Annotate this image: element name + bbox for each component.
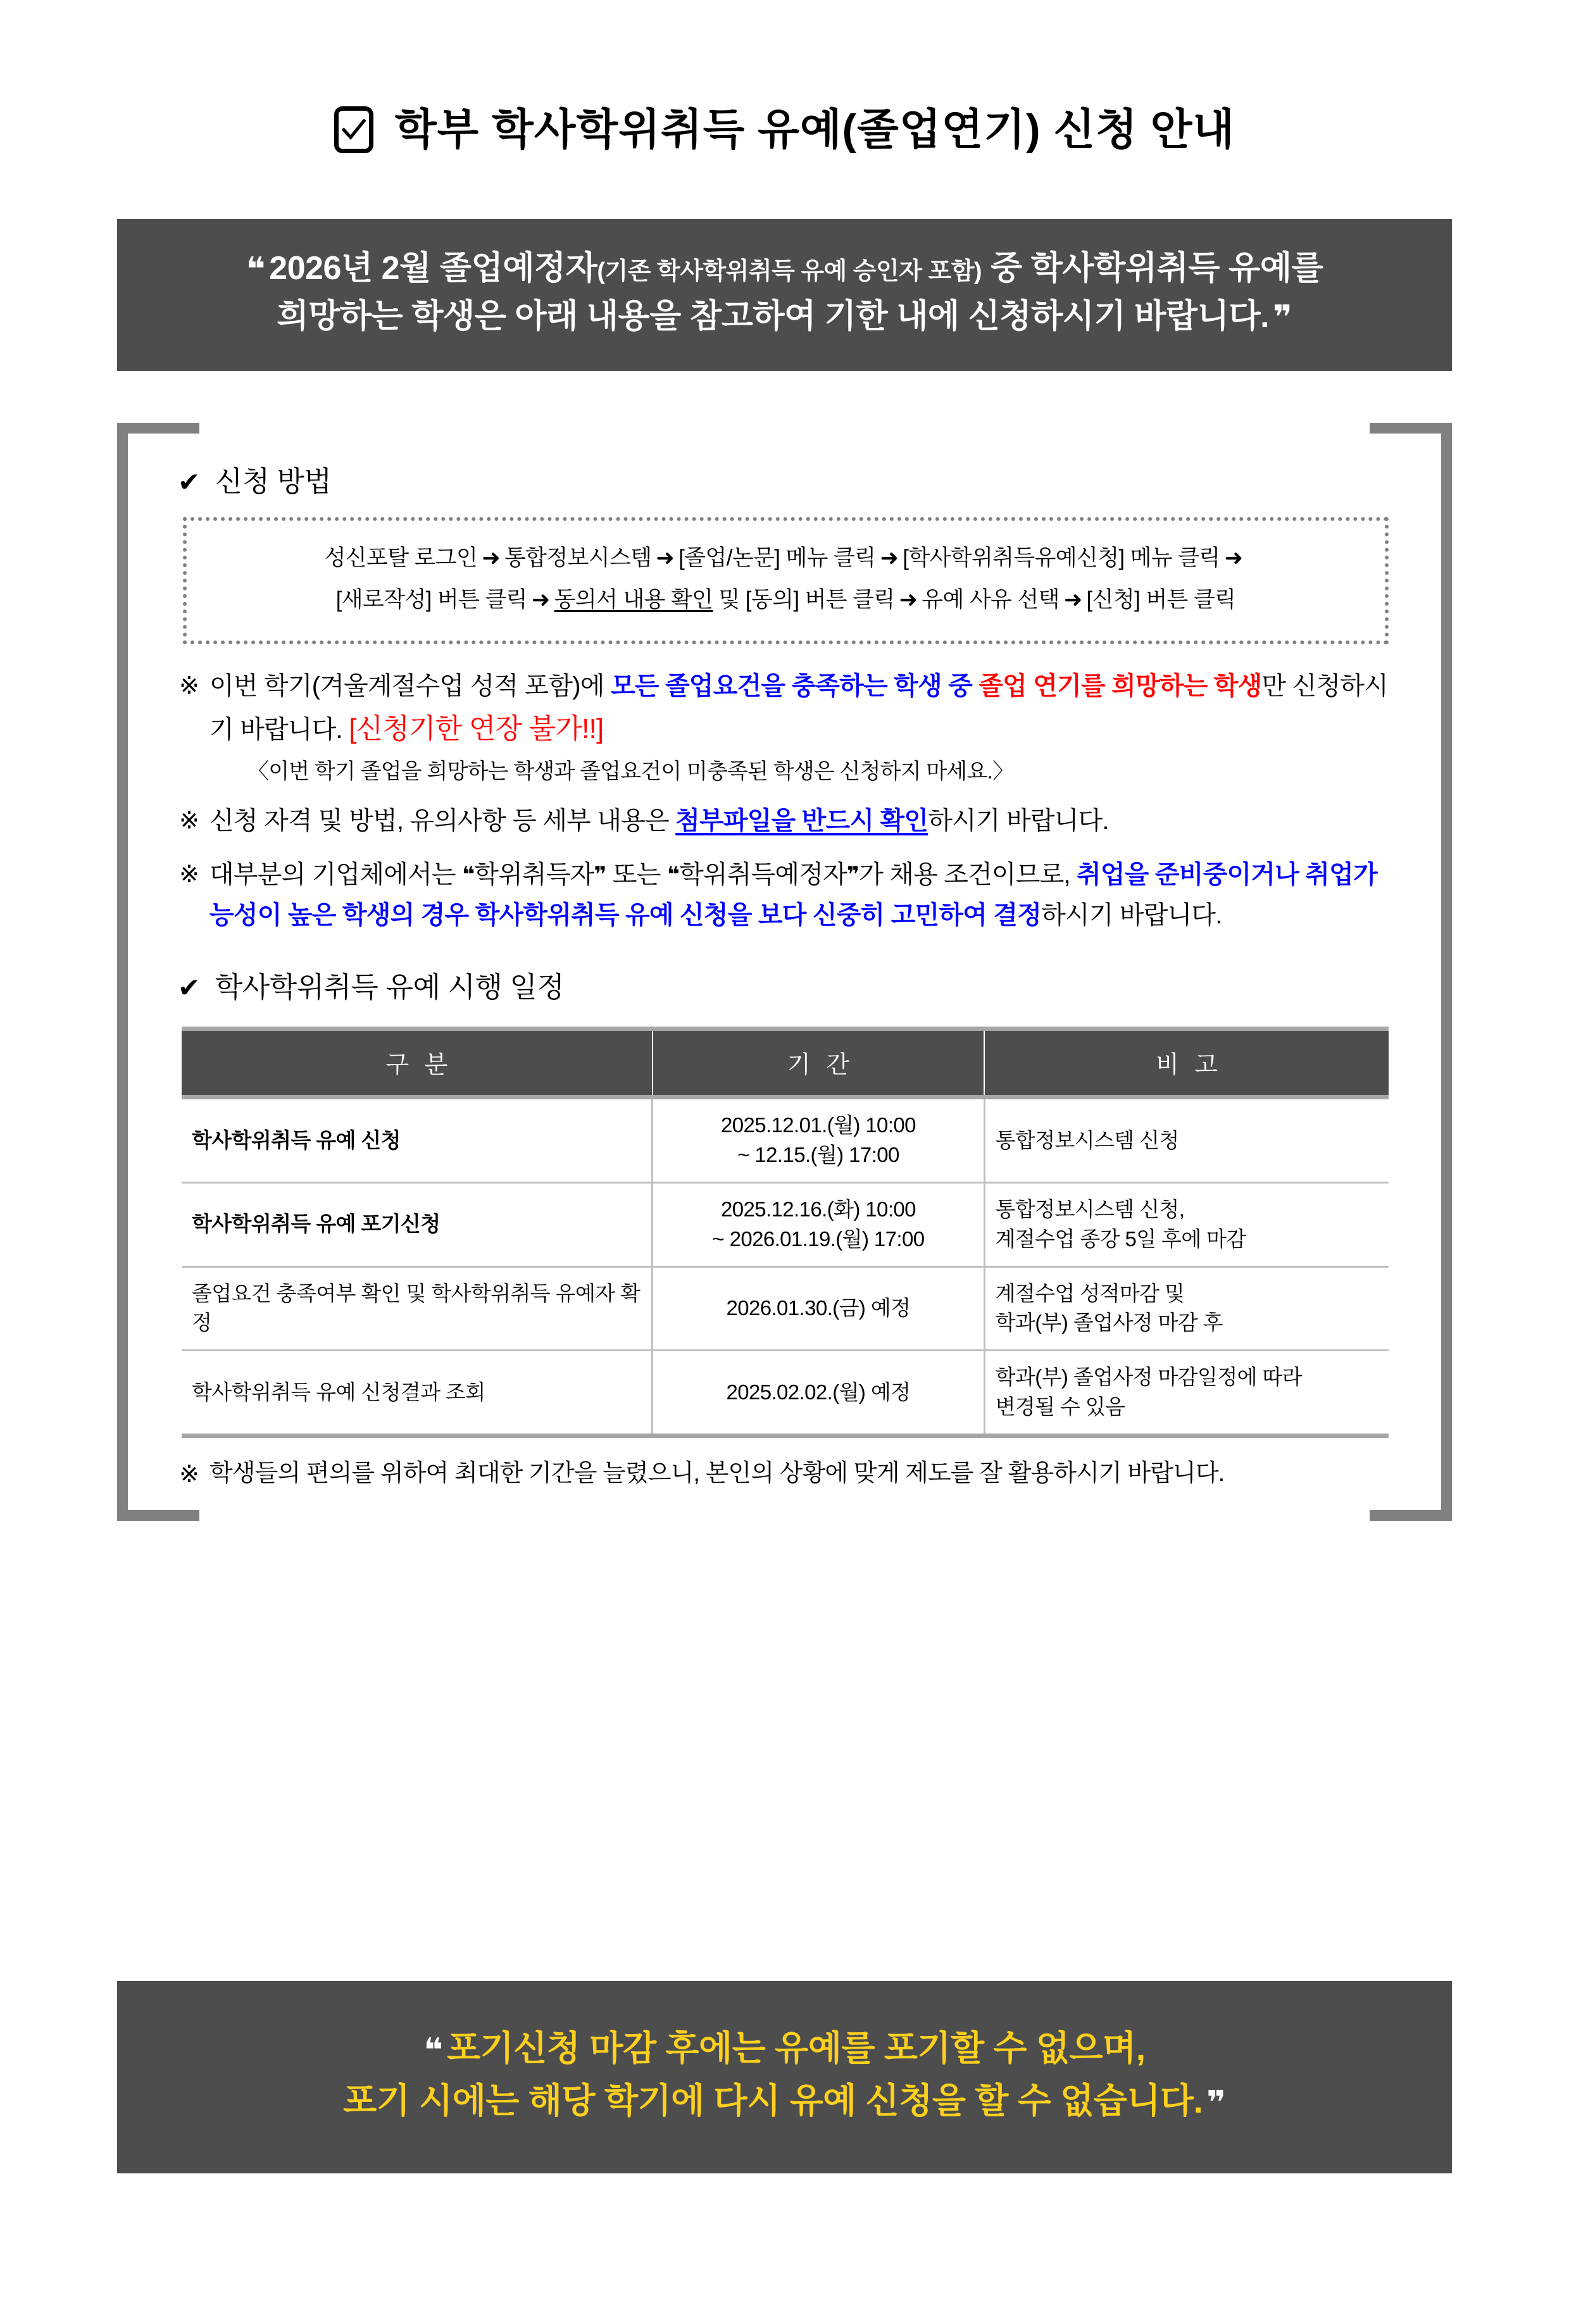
application-procedure-box — [183, 517, 1389, 644]
column-header-period: 기 간 — [653, 1029, 984, 1097]
quote-open-icon: ❝ — [246, 251, 266, 288]
row-3-remarks-line-1: 계절수업 성적마감 및 — [995, 1281, 1185, 1305]
procedure-line-1 — [199, 537, 1372, 580]
row-3-remarks — [984, 1266, 1389, 1351]
bottom-warning-banner — [117, 1981, 1452, 2173]
top-banner-line-1-a: 2026년 2월 졸업예정자 — [269, 250, 597, 287]
bottom-banner-line-1-text: 포기신청 마감 후에는 유예를 포기할 수 없으며, — [447, 2028, 1146, 2068]
checkbox-checked-icon — [334, 106, 373, 153]
quote-open-icon: ❝ — [462, 862, 475, 887]
procedure-step-4: [학사학위취득유예신청] 메뉴 클릭 — [903, 545, 1220, 570]
top-banner-line-1-paren: (기존 학사학위취득 유예 승인자 포함) — [597, 258, 982, 285]
procedure-step-3: [졸업/논문] 메뉴 클릭 — [678, 545, 876, 570]
procedure-step-2: 통합정보시스템 — [504, 545, 652, 570]
schedule-table — [182, 1027, 1389, 1438]
top-banner-line-1 — [155, 246, 1414, 294]
note-3-plain-3: 하시기 바랍니다. — [1041, 901, 1222, 930]
row-1-category: 학사학위취득 유예 신청 — [182, 1097, 653, 1183]
row-2-remarks — [984, 1182, 1389, 1266]
schedule-footer-note-text: 학생들의 편의를 위하여 최대한 기간을 늘렸으니, 본인의 상황에 맞게 제도를 잘 활용하시기 바랍니다. — [209, 1459, 1225, 1487]
row-2-period-line-2: ~ 2026.01.19.(월) 17:00 — [712, 1227, 925, 1251]
check-mark-icon: ✔ — [178, 973, 200, 1003]
note-3-blue-text: 취업을 준비중이거나 취업가능성이 높은 학생의 경우 학사학위취득 유예 신청을 보다 신중히 고민하여 결정 — [209, 860, 1377, 930]
top-banner-line-1-b: 중 학사학위취득 유예를 — [982, 250, 1323, 287]
note-item-3-body — [209, 854, 1391, 937]
check-mark-icon: ✔ — [178, 466, 200, 497]
note-item-2-body — [209, 801, 1391, 842]
reference-mark-icon: ※ — [179, 807, 199, 834]
row-1-period-line-1: 2025.12.01.(월) 10:00 — [720, 1113, 916, 1137]
section-heading-schedule-text: 학사학위취득 유예 시행 일정 — [215, 971, 565, 1004]
note-item-3 — [179, 854, 1391, 937]
quote-open-icon: ❝ — [423, 2032, 444, 2069]
table-row — [182, 1182, 1389, 1266]
table-row — [182, 1266, 1389, 1351]
column-header-category: 구 분 — [182, 1029, 653, 1097]
quote-open-icon: ❝ — [666, 862, 680, 887]
procedure-step-8: [신청] 버튼 클릭 — [1086, 587, 1236, 613]
note-2-attachment-emphasis: 첨부파일을 반드시 확인 — [675, 806, 928, 835]
row-3-remarks-line-2: 학과(부) 졸업사정 마감 후 — [995, 1311, 1223, 1335]
main-content-frame — [117, 423, 1452, 1521]
top-announcement-banner — [117, 219, 1452, 371]
note-3-plain-1: 대부분의 기업체에서는 — [209, 860, 463, 889]
procedure-step-6-rest: 및 [동의] 버튼 클릭 — [713, 587, 895, 613]
schedule-table-head — [182, 1029, 1389, 1097]
row-4-category: 학사학위취득 유예 신청결과 조회 — [182, 1351, 653, 1436]
bottom-banner-line-1 — [142, 2023, 1427, 2075]
frame-rail-right — [1441, 423, 1452, 1521]
frame-rail-left — [117, 423, 128, 1521]
arrow-icon: ➜ — [482, 545, 500, 570]
note-item-1-body — [209, 666, 1391, 788]
notes-list — [179, 666, 1391, 936]
row-4-period-line-1: 2025.02.02.(월) 예정 — [726, 1380, 911, 1404]
schedule-table-wrapper — [182, 1027, 1389, 1438]
arrow-icon: ➜ — [1063, 587, 1082, 613]
arrow-icon: ➜ — [1224, 545, 1243, 570]
procedure-step-5: [새로작성] 버튼 클릭 — [335, 587, 527, 613]
page-title — [0, 106, 1569, 153]
row-4-remarks-line-2: 변경될 수 있음 — [995, 1395, 1125, 1419]
note-item-2 — [179, 801, 1391, 842]
procedure-step-6-underlined: 동의서 내용 확인 — [554, 587, 713, 613]
top-banner-line-2 — [155, 294, 1414, 342]
note-3-mid: 또는 — [606, 860, 667, 889]
row-2-remarks-line-2: 계절수업 종강 5일 후에 마감 — [995, 1227, 1246, 1251]
quote-close-icon: ❞ — [1206, 2084, 1226, 2121]
schedule-footer-note — [179, 1454, 1389, 1496]
row-1-period — [653, 1097, 984, 1183]
quote-close-icon: ❞ — [594, 862, 606, 887]
row-1-remarks-line-1: 통합정보시스템 신청 — [995, 1128, 1179, 1152]
arrow-icon: ➜ — [880, 545, 899, 570]
note-1-subnote: 〈이번 학기 졸업을 희망하는 학생과 졸업요건이 미충족된 학생은 신청하지 마세요.〉 — [247, 759, 1014, 784]
schedule-table-body — [182, 1097, 1389, 1436]
row-2-remarks-line-1: 통합정보시스템 신청, — [995, 1197, 1185, 1221]
quote-close-icon: ❞ — [846, 862, 860, 887]
column-header-remarks: 비 고 — [984, 1029, 1389, 1097]
row-2-period-line-1: 2025.12.16.(화) 10:00 — [720, 1197, 916, 1221]
page-title-text: 학부 학사학위취득 유예(졸업연기) 신청 안내 — [394, 106, 1235, 154]
note-2-plain-2: 하시기 바랍니다. — [928, 806, 1109, 835]
note-3-term-2: 학위취득예정자 — [679, 860, 847, 889]
bottom-banner-line-2 — [142, 2075, 1427, 2128]
procedure-step-1: 성신포탈 로그인 — [324, 545, 478, 570]
top-banner-line-2-text: 희망하는 학생은 아래 내용을 참고하여 기한 내에 신청하시기 바랍니다. — [277, 297, 1270, 335]
table-row — [182, 1097, 1389, 1183]
section-heading-application-method-text: 신청 방법 — [215, 465, 332, 497]
arrow-icon: ➜ — [656, 545, 675, 570]
arrow-icon: ➜ — [899, 587, 918, 613]
row-2-category: 학사학위취득 유예 포기신청 — [182, 1182, 653, 1266]
row-3-period — [653, 1266, 984, 1351]
note-3-plain-2: 가 채용 조건이므로, — [859, 860, 1077, 889]
row-4-remarks — [984, 1351, 1389, 1436]
row-2-period — [653, 1182, 984, 1266]
row-1-remarks — [984, 1097, 1389, 1183]
procedure-line-2 — [199, 579, 1372, 622]
note-1-plain-1: 이번 학기(겨울계절수업 성적 포함)에 — [209, 672, 611, 700]
procedure-step-7: 유예 사유 선택 — [922, 587, 1060, 613]
section-heading-schedule — [178, 964, 1416, 1005]
row-4-period — [653, 1351, 984, 1436]
section-heading-application-method — [178, 458, 1416, 499]
quote-close-icon: ❞ — [1273, 299, 1292, 336]
note-1-red-text: 졸업 연기를 희망하는 학생 — [972, 672, 1262, 700]
note-2-plain-1: 신청 자격 및 방법, 유의사항 등 세부 내용은 — [209, 806, 676, 835]
table-row — [182, 1351, 1389, 1436]
note-1-plain-2: 만 신청하시기 바랍니다. — [209, 672, 1388, 744]
reference-mark-icon: ※ — [179, 1461, 199, 1488]
reference-mark-icon: ※ — [179, 672, 199, 699]
row-1-period-line-2: ~ 12.15.(월) 17:00 — [737, 1142, 899, 1166]
note-1-blue-text: 모든 졸업요건을 충족하는 학생 중 — [610, 672, 972, 700]
row-3-category: 졸업요건 충족여부 확인 및 학사학위취득 유예자 확정 — [182, 1266, 653, 1351]
row-3-period-line-1: 2026.01.30.(금) 예정 — [726, 1296, 911, 1320]
reference-mark-icon: ※ — [179, 861, 199, 888]
note-item-1 — [179, 666, 1391, 788]
table-header-row — [182, 1029, 1389, 1097]
bottom-banner-line-2-text: 포기 시에는 해당 학기에 다시 유예 신청을 할 수 없습니다. — [343, 2080, 1203, 2120]
note-1-deadline-warning: [신청기한 연장 불가!!] — [349, 713, 604, 745]
arrow-icon: ➜ — [531, 587, 550, 613]
row-4-remarks-line-1: 학과(부) 졸업사정 마감일정에 따라 — [995, 1365, 1303, 1389]
note-3-term-1: 학위취득자 — [474, 860, 594, 889]
